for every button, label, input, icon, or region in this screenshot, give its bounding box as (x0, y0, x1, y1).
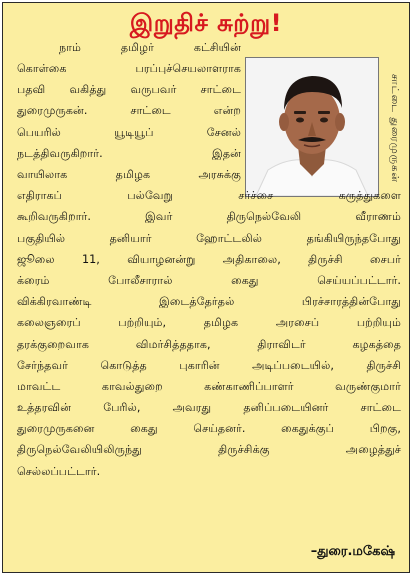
article-line: துரைமுருகனை கைது செய்தனர். கைதுக்குப் பிறகு, (17, 422, 401, 435)
article-line: வாயிலாக தமிழக அரசுக்கு (17, 168, 241, 181)
article-line: கொள்கை பரப்புச்செயலாளராக (17, 62, 241, 75)
article-line: பதவி வகித்து வருபவர் சாட்டை (17, 83, 241, 96)
portrait-photo (245, 57, 379, 197)
article-line: ஜூலை 11, வியாழனன்று அதிகாலை, திருச்சி சைபர் (17, 253, 401, 266)
article-line: பெயரில் யூடியூப் சேனல் (17, 126, 241, 139)
article-line: மாவட்ட காவல்துறை கண்காணிப்பாளர் வருண்குமார் (17, 380, 401, 393)
article-line: துரைமுருகன். சாட்டை என்ற (17, 104, 241, 117)
article-line: நாம் தமிழர் கட்சியின் (59, 41, 241, 54)
article-line: க்ரைம் போலீசாரால் கைது செய்யப்பட்டார். (17, 274, 401, 287)
article-line: செல்லப்பட்டார். (17, 465, 101, 478)
article-line: திருநெல்வேலியிலிருந்து திருச்சிக்கு அழைத்துச் (17, 443, 401, 456)
article-line: பகுதியில் தனியார் ஹோட்டலில் தங்கியிருந்தபோது (17, 232, 401, 245)
portrait-image (246, 58, 378, 196)
headline: இறுதிச் சுற்று! (129, 9, 283, 37)
article-line: தரக்குறைவாக விமர்சித்ததாக, திராவிடர் கழகத்தை (17, 338, 401, 351)
article-line: எதிராகப் பல்வேறு சர்ச்சை கருத்துகளை (17, 189, 401, 202)
author-byline: –துரை.மகேஷ் (310, 544, 395, 559)
article-card (2, 2, 410, 573)
article-line: சேர்ந்தவர் கொடுத்த புகாரின் அடிப்படையில், திருச்சி (17, 359, 401, 372)
article-line: உத்தரவின் பேரில், அவரது தனிப்படையினர் சாட்டை (17, 401, 401, 414)
article-line: விக்கிரவாண்டி இடைத்தேர்தல் பிரச்சாரத்தின்போது (17, 295, 401, 308)
article-line: நடத்திவருகிறார். இதன் (17, 147, 241, 160)
photo-caption: சாட்டை துரைமுருகன் (389, 74, 400, 184)
article-line: கலைஞரைப் பற்றியும், தமிழக அரசைப் பற்றியும் (17, 316, 401, 329)
article-line: கூறிவருகிறார். இவர் திருநெல்வேலி வீராணம் (17, 210, 401, 223)
